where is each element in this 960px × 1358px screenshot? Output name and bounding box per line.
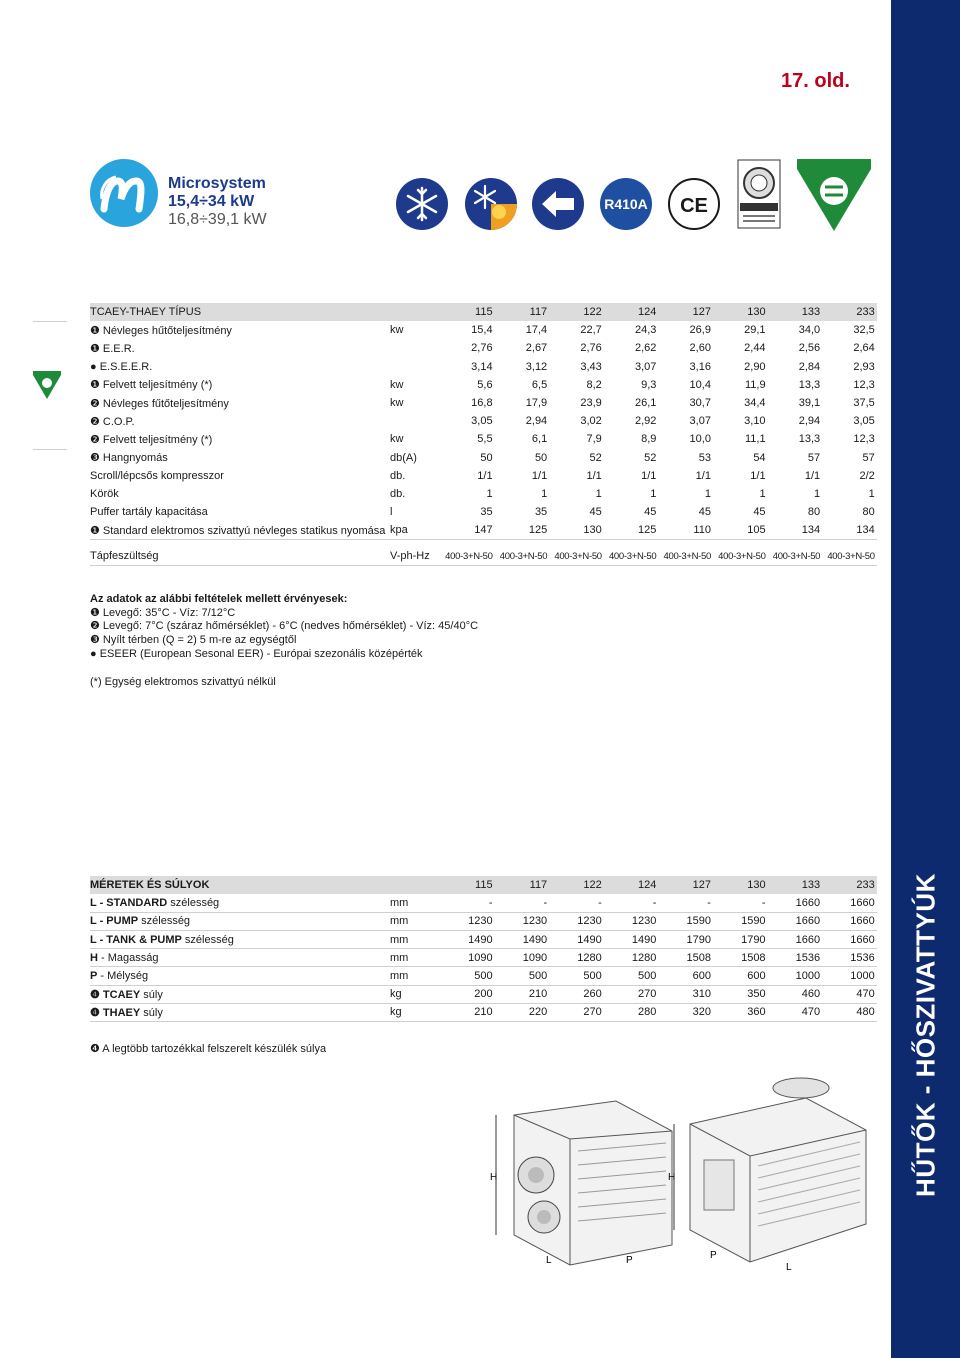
dimension-value: 1230 [549,912,604,930]
cell-value: 29,1 [744,324,766,337]
dimension-value: - [713,894,768,912]
cell-value: 1/1 [695,469,711,482]
cell-value: 45 [753,506,766,519]
supply-value: 400-3+N-50 [713,547,768,565]
cell-value: 2,64 [853,342,875,355]
cell-value: 37,5 [853,397,875,410]
ce-text: CE [680,195,708,217]
dimension-row [90,985,877,1003]
table-row [90,339,877,357]
supply-unit: V-ph-Hz [390,547,440,565]
depth-label: P [710,1250,717,1261]
row-label: ❶ Felvett teljesítmény (*) [90,379,213,392]
cell-value: 3,12 [525,360,548,373]
cell-value: 30,7 [689,397,711,410]
cell-value: 2,56 [798,342,821,355]
spec-rows [90,321,877,565]
conditions-notes [90,593,478,689]
dimension-value: 500 [549,967,604,985]
cell-value: 147 [440,521,495,539]
note-item: ❷ Levegő: 7°C (száraz hőmérséklet) - 6°C (nedves hőmérséklet) - Víz: 45/40°C [90,620,479,633]
model-header: 130 [713,876,768,894]
cell-value: 125 [495,521,550,539]
cell-value: 5,5 [477,433,493,446]
cell-value: 130 [549,521,604,539]
row-unit: kw [390,397,404,410]
cell-value: 3,43 [580,360,602,373]
supply-label: Tápfeszültség [90,547,390,565]
dimension-value: - [549,894,604,912]
depth-label: P [626,1255,633,1266]
cell-value: 1 [486,487,493,500]
r410a-text: R410A [604,196,648,212]
cell-value: 6,5 [531,378,548,391]
cell-value: 1/1 [641,469,657,482]
spacer-row [90,539,877,547]
dimension-label [90,894,390,912]
dimension-row [90,1003,877,1021]
cell-value: 134 [822,521,877,539]
dimension-value: 1230 [440,912,495,930]
dimension-label-rest: - Magasság [97,951,159,964]
dimension-value: 1490 [440,931,495,949]
dimension-unit: mm [390,931,440,949]
model-header: 133 [768,303,823,321]
cell-value: 57 [862,451,875,464]
dimension-value: 1490 [604,931,659,949]
cell-value: 11,1 [744,433,766,446]
r410a-badge [600,178,652,230]
supply-value: 400-3+N-50 [440,547,495,565]
cell-value: 5,6 [477,378,493,391]
cell-value: 1 [650,487,657,500]
row-unit [390,412,440,430]
cell-value: 50 [480,451,493,464]
ce-mark [668,178,720,230]
cell-value: 13,3 [798,378,821,391]
dimension-unit: mm [390,894,440,912]
dimension-label-rest: szélesség [138,915,191,928]
cell-value: 2/2 [859,469,875,482]
cell-value: 3,07 [689,415,711,428]
dimensions-header-row [90,876,877,894]
cell-value: 2,44 [744,342,766,355]
row-label: Scroll/lépcsős kompresszor [90,469,224,482]
cell-value: 2,62 [634,342,657,355]
product-title [168,175,267,229]
model-header: 115 [440,303,495,321]
row-label: ❶ E.E.R. [90,342,135,355]
table-row [90,321,877,339]
model-header: 233 [822,303,877,321]
height-label: H [490,1172,498,1183]
cell-value: 6,1 [531,433,548,446]
cell-value: 50 [534,451,548,464]
row-label: ❷ C.O.P. [90,415,135,428]
dimension-value: 200 [440,985,495,1003]
cell-value: 34,0 [798,324,821,337]
table-row [90,358,877,376]
dimension-value: 260 [549,985,604,1003]
row-label: ❶ Névleges hűtőteljesítmény [90,324,232,337]
cell-value: 3,07 [634,360,657,373]
dimension-value: 220 [495,1003,550,1021]
cell-value: 35 [534,506,548,519]
model-header: 124 [604,876,659,894]
cell-value: 3,10 [744,415,766,428]
table-row [90,485,877,503]
cell-value: 17,4 [525,324,548,337]
cell-value: 1 [759,487,766,500]
cell-value: 26,9 [689,324,711,337]
dimension-value: 500 [604,967,659,985]
cell-value: 3,05 [471,415,493,428]
cell-value: 57 [807,451,821,464]
model-header: 133 [768,876,823,894]
supply-value: 400-3+N-50 [768,547,823,565]
dimension-label [90,967,390,985]
dimension-value: 1090 [440,949,495,967]
row-label: Körök [90,487,119,500]
cell-value: 1/1 [804,469,821,482]
cell-value: 1 [814,487,821,500]
table-row [90,521,877,539]
row-unit: kpa [390,521,440,539]
cell-value: 3,14 [471,360,493,373]
width-label: L [546,1255,552,1266]
row-unit [390,358,440,376]
note-item: ● ESEER (European Sesonal EER) - Európai szezonális középérték [90,647,423,660]
cell-value: 22,7 [580,324,602,337]
note-item: ❸ Nyílt térben (Q = 2) 5 m-re az egységtől [90,634,297,647]
dimension-value: 310 [658,985,713,1003]
cell-value: 110 [658,521,713,539]
cell-value: 3,16 [689,360,711,373]
cell-value: 1 [595,487,602,500]
cell-value: 23,9 [580,397,602,410]
dimension-value: 1790 [713,931,768,949]
height-label: H [668,1172,676,1183]
dimension-label-bold: L - STANDARD [90,897,168,910]
dimension-value: 280 [604,1003,659,1021]
dimension-value: 210 [495,985,550,1003]
model-header: 122 [549,876,604,894]
dimension-row [90,949,877,967]
dimension-value: 1090 [495,949,550,967]
dimension-label-bold: L - PUMP [90,915,139,928]
model-header: 127 [658,876,713,894]
dimension-value: 1230 [604,912,659,930]
dimension-value: 350 [713,985,768,1003]
dimension-value: - [440,894,495,912]
cell-value: 12,3 [853,433,875,446]
dimension-value: 600 [658,967,713,985]
dimension-label-rest: - Mélység [97,970,149,983]
cell-value: 7,9 [586,433,602,446]
dimension-value: 1660 [822,894,877,912]
large-unit-drawing [666,1074,876,1274]
dimension-value: 1490 [549,931,604,949]
table-row [90,412,877,430]
cell-value: 1/1 [750,469,766,482]
dimension-value: 1590 [713,912,768,930]
row-unit: kw [390,324,404,337]
certification-seal [737,159,781,229]
page-number: 17. old. [781,70,850,92]
cell-value: 39,1 [798,397,821,410]
cell-value: 32,5 [853,324,875,337]
dimension-value: 1660 [768,912,823,930]
cell-value: 2,76 [580,342,602,355]
cell-value: 26,1 [634,397,657,410]
dimension-value: 1660 [768,931,823,949]
cell-value: 11,9 [744,378,766,391]
cell-value: 10,0 [689,433,711,446]
specification-table [90,303,877,566]
dimension-value: 1000 [822,967,877,985]
model-header: 117 [495,876,550,894]
weight-footnote: ❹ A legtöbb tartozékkal felszerelt készülék súlya [90,1043,327,1055]
cell-value: 45 [589,506,602,519]
row-unit: l [390,506,393,519]
model-header: 117 [495,303,550,321]
cell-value: 35 [480,506,493,519]
dimension-value: 270 [604,985,659,1003]
dimension-value: 600 [713,967,768,985]
dimension-row [90,912,877,930]
cell-value: 2,92 [634,415,657,428]
dimension-value: 480 [822,1003,877,1021]
dimension-rows [90,894,877,1021]
row-label: ● E.S.E.E.R. [90,360,153,373]
dimension-value: 1000 [768,967,823,985]
cell-value: 1 [541,487,548,500]
row-unit: db(A) [390,451,417,464]
cell-value: 16,8 [471,397,493,410]
cell-value: 2,90 [744,360,766,373]
dimension-value: 1280 [549,949,604,967]
dimension-label-bold: H [90,951,98,964]
cell-value: 12,3 [853,378,875,391]
table-row [90,376,877,394]
dimension-label-rest: súly [140,1006,163,1019]
dimension-unit: mm [390,912,440,930]
dimension-value: - [604,894,659,912]
eurovent-mini-icon [33,371,61,404]
cooling-range: 15,4÷34 kW [168,193,255,210]
supply-value: 400-3+N-50 [658,547,713,565]
table-row [90,467,877,485]
dimension-value: 1536 [822,949,877,967]
dimension-label-rest: súly [140,988,163,1001]
dimension-value: 470 [768,1003,823,1021]
width-label: L [786,1262,792,1273]
model-header: 124 [604,303,659,321]
cell-value: 2,94 [525,415,548,428]
dimension-unit: mm [390,949,440,967]
cell-value: 9,3 [641,378,657,391]
dimension-value: 1490 [495,931,550,949]
cell-value: 2,93 [853,360,875,373]
dimension-label-bold: L - TANK & PUMP [90,933,182,946]
supply-value: 400-3+N-50 [822,547,877,565]
dimension-value: 460 [768,985,823,1003]
dimension-value: 1536 [768,949,823,967]
cell-value: 15,4 [471,324,493,337]
snowflake-icon [396,178,448,230]
dimension-value: 500 [495,967,550,985]
cell-value: 3,02 [580,415,602,428]
dimension-label [90,1003,390,1021]
cell-value: 2,84 [798,360,821,373]
table-row [90,394,877,412]
row-label: ❷ Felvett teljesítmény (*) [90,433,213,446]
spacer-cell [90,539,877,547]
dimension-value: 500 [440,967,495,985]
dimension-label-rest: szélesség [167,897,220,910]
sidebar-category-label: HŰTŐK - HŐSZIVATTYÚK [910,873,940,1197]
dimension-value: 1280 [604,949,659,967]
cell-value: 3,05 [853,415,875,428]
cell-value: 1 [704,487,711,500]
dimension-label-bold: ❹ TCAEY [90,988,141,1001]
cell-value: 1 [868,487,875,500]
dimension-value: 1660 [822,931,877,949]
notes-title: Az adatok az alábbi feltételek mellett érvényesek: [90,593,348,605]
supply-value: 400-3+N-50 [549,547,604,565]
row-unit: db. [390,469,406,482]
dimension-value: 360 [713,1003,768,1021]
table-header-label: TCAEY-THAEY TÍPUS [90,303,390,321]
cell-value: 53 [698,451,711,464]
table-row [90,430,877,448]
cell-value: 34,4 [744,397,766,410]
row-unit: kw [390,378,404,391]
table-header-row [90,303,877,321]
row-unit: db. [390,487,406,500]
dimension-value: 1660 [768,894,823,912]
eurovent-logo [797,159,871,231]
dimension-label [90,912,390,930]
dimension-row [90,967,877,985]
cell-value: 105 [713,521,768,539]
dimension-value: 210 [440,1003,495,1021]
model-header: 233 [822,876,877,894]
dimension-value: 470 [822,985,877,1003]
dimension-value: 1508 [658,949,713,967]
dimension-label [90,985,390,1003]
model-header: 122 [549,303,604,321]
dimension-label-rest: szélesség [181,933,234,946]
row-label: ❷ Névleges fűtőteljesítmény [90,397,229,410]
supply-value: 400-3+N-50 [495,547,550,565]
heating-range: 16,8÷39,1 kW [168,211,267,228]
cell-value: 2,60 [689,342,711,355]
pump-footnote: (*) Egység elektromos szivattyú nélkül [90,675,276,688]
dimension-unit: kg [390,985,440,1003]
cell-value: 8,2 [586,378,602,391]
cell-value: 54 [753,451,766,464]
dimension-value: 270 [549,1003,604,1021]
cell-value: 2,67 [525,342,548,355]
cell-value: 2,94 [798,415,821,428]
cell-value: 8,9 [641,433,657,446]
small-unit-drawing [486,1095,681,1270]
dimension-value: - [658,894,713,912]
dimension-label-bold: P [90,970,98,983]
cell-value: 24,3 [634,324,657,337]
brand-name: Microsystem [168,175,266,192]
sun-snowflake-icon [465,178,517,230]
dimension-label [90,949,390,967]
row-unit [390,339,440,357]
note-item: ❶ Levegő: 35°C - Víz: 7/12°C [90,606,236,619]
cell-value: 10,4 [689,378,711,391]
dimension-value: 1790 [658,931,713,949]
left-divider [33,449,67,450]
model-header: 127 [658,303,713,321]
cell-value: 45 [698,506,711,519]
supply-value: 400-3+N-50 [604,547,659,565]
dimension-value: - [495,894,550,912]
dimension-row [90,894,877,912]
dimension-row [90,931,877,949]
sidebar-band [891,0,960,1358]
dimension-value: 1508 [713,949,768,967]
row-label: ❸ Hangnyomás [90,452,168,465]
dimensions-table [90,876,877,1022]
cell-value: 134 [768,521,823,539]
cell-value: 125 [604,521,659,539]
dimensions-header-label: MÉRETEK ÉS SÚLYOK [90,876,390,894]
dimension-unit: mm [390,967,440,985]
cell-value: 2,76 [471,342,493,355]
cell-value: 80 [862,506,875,519]
dimension-label-bold: ❹ THAEY [90,1006,141,1019]
row-unit: kw [390,433,404,446]
left-divider [33,321,67,322]
cell-value: 1/1 [531,469,548,482]
row-label: Puffer tartály kapacitása [90,506,208,519]
brand-logo-icon [90,159,158,227]
table-row [90,503,877,521]
cell-value: 1/1 [477,469,493,482]
table-row [90,449,877,467]
cell-value: 52 [644,451,657,464]
dimension-value: 1590 [658,912,713,930]
arrow-icon [532,178,584,230]
supply-row [90,547,877,565]
cell-value: 13,3 [798,433,821,446]
dimension-label [90,931,390,949]
model-header: 115 [440,876,495,894]
dimension-value: 320 [658,1003,713,1021]
cell-value: 1/1 [586,469,602,482]
dimension-value: 1230 [495,912,550,930]
cell-value: 80 [807,506,821,519]
dimension-unit: kg [390,1003,440,1021]
row-label: ❶ Standard elektromos szivattyú névleges statikus nyomása [90,521,390,539]
cell-value: 52 [589,451,602,464]
dimension-value: 1660 [822,912,877,930]
cell-value: 45 [644,506,657,519]
cell-value: 17,9 [525,397,548,410]
model-header: 130 [713,303,768,321]
